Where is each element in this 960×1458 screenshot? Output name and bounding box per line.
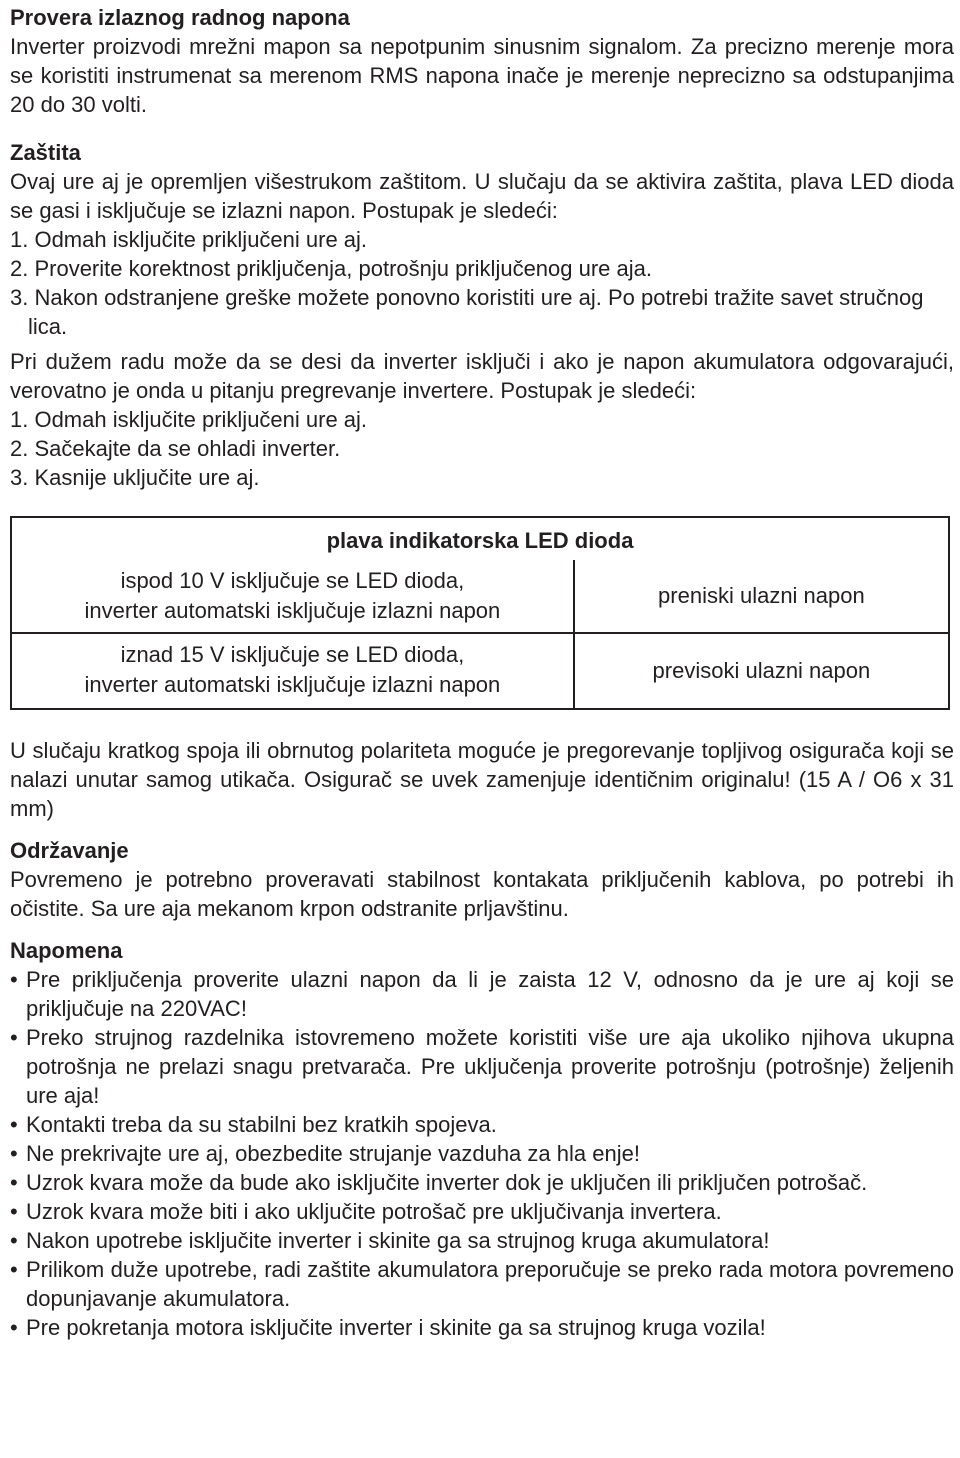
table-row xyxy=(11,633,949,709)
notes-heading: Napomena xyxy=(10,938,123,963)
notes-list xyxy=(10,965,954,1342)
fuse-note: U slučaju kratkog spoja ili obrnutog polariteta moguće je pregorevanje topljivog osigurača koji se nalazi unutar samog utikača. Osigurač se uvek zamenjuje identičnim originalu! (15 A / O6 x 31 mm) xyxy=(10,738,954,821)
result-cell: preniski ulazni napon xyxy=(574,560,949,633)
output-check-paragraph: Inverter proizvodi mrežni mapon sa nepotpunim sinusnim signalom. Za precizno merenje mora se koristiti instrumenat sa merenom RMS napona inače je merenje neprecizno sa odstupanjima 20 do 30 volti. xyxy=(10,34,954,117)
condition-line: inverter automatski isključuje izlazni napon xyxy=(84,672,501,697)
overheat-steps xyxy=(10,405,954,492)
output-check-heading: Provera izlaznog radnog napona xyxy=(10,5,350,30)
list-item: • Kontakti treba da su stabilni bez kratkih spojeva. xyxy=(10,1110,954,1139)
list-item: • Uzrok kvara može da bude ako isključite inverter dok je uključen ili priključen potrošač. xyxy=(10,1168,954,1197)
protection-steps xyxy=(10,225,954,341)
list-item: • Pre pokretanja motora isključite inverter i skinite ga sa strujnog kruga vozila! xyxy=(10,1313,954,1342)
list-item: • Nakon upotrebe isključite inverter i skinite ga sa strujnog kruga akumulatora! xyxy=(10,1226,954,1255)
led-table-title: plava indikatorska LED dioda xyxy=(326,528,634,553)
list-item: • Uzrok kvara može biti i ako uključite potrošač pre uključivanja invertera. xyxy=(10,1197,954,1226)
list-item: • Preko strujnog razdelnika istovremeno možete koristiti više ure aja ukoliko njihova ukupna potrošnja ne prelazi snagu pretvarača. Pre uključenja proverite potrošnju (potrošnje) željenih ure aja! xyxy=(10,1023,954,1110)
overheat-step: 2. Sačekajte da se ohladi inverter. xyxy=(10,436,341,461)
list-item: • Prilikom duže upotrebe, radi zaštite akumulatora preporučuje se preko rada motora povremeno dopunjavanje akumulatora. xyxy=(10,1255,954,1313)
protection-step: 3. Nakon odstranjene greške možete ponovno koristiti ure aj. Po potrebi tražite savet stručnog lica. xyxy=(10,285,924,339)
protection-intro: Ovaj ure aj je opremljen višestrukom zaštitom. U slučaju da se aktivira zaštita, plava LED dioda se gasi i isključuje se izlazni napon. Postupak je sledeći: xyxy=(10,169,954,223)
condition-line: inverter automatski isključuje izlazni napon xyxy=(84,598,501,623)
condition-cell xyxy=(11,633,574,709)
list-item: • Ne prekrivajte ure aj, obezbedite strujanje vazduha za hla enje! xyxy=(10,1139,954,1168)
protection-step: 1. Odmah isključite priključeni ure aj. xyxy=(10,227,368,252)
condition-line: ispod 10 V isključuje se LED dioda, xyxy=(120,568,465,593)
protection-step: 2. Proverite korektnost priključenja, potrošnju priključenog ure aja. xyxy=(10,256,652,281)
overheat-intro: Pri dužem radu može da se desi da inverter isključi i ako je napon akumulatora odgovarajući, verovatno je onda u pitanju pregrevanje invertere. Postupak je sledeći: xyxy=(10,349,954,403)
list-item: • Pre priključenja proverite ulazni napon da li je zaista 12 V, odnosno da je ure aj koji se priključuje na 220VAC! xyxy=(10,965,954,1023)
maintenance-heading: Održavanje xyxy=(10,838,129,863)
result-cell: previsoki ulazni napon xyxy=(652,658,871,683)
led-indicator-table xyxy=(10,516,950,710)
condition-line: iznad 15 V isključuje se LED dioda, xyxy=(120,642,465,667)
manual-page xyxy=(10,4,954,1342)
table-row xyxy=(11,560,949,633)
overheat-step: 3. Kasnije uključite ure aj. xyxy=(10,465,260,490)
overheat-step: 1. Odmah isključite priključeni ure aj. xyxy=(10,407,368,432)
maintenance-text: Povremeno je potrebno proveravati stabilnost kontakata priključenih kablova, po potrebi ih očistite. Sa ure aja mekanom krpon odstranite prljavštinu. xyxy=(10,867,954,921)
protection-heading: Zaštita xyxy=(10,140,81,165)
condition-cell xyxy=(11,560,574,633)
